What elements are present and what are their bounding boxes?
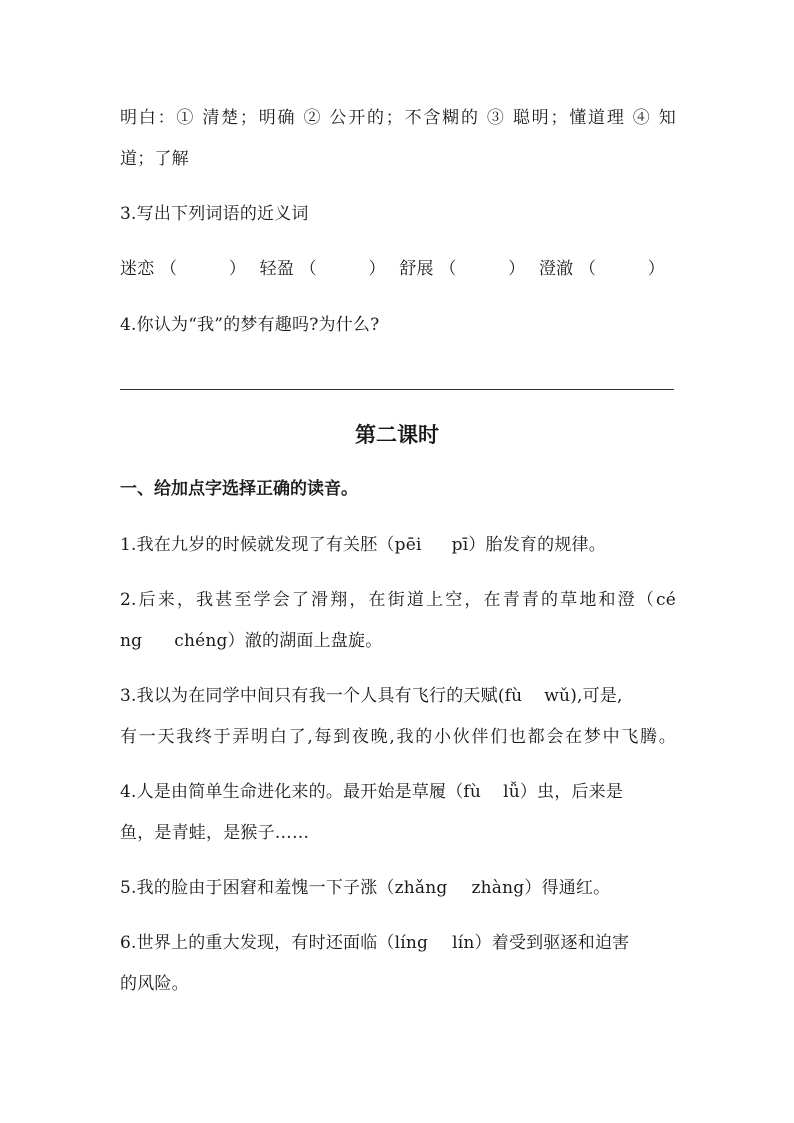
item-2-line-1: 2.后来，我甚至学会了滑翔，在街道上空，在青青的草地和澄（cé: [120, 590, 676, 610]
item-3-line-2: 有一天我终于弄明白了,每到夜晚,我的小伙伴们也都会在梦中飞腾。: [120, 727, 676, 747]
synonym-row: [120, 258, 665, 280]
question-4: 4.你认为“我”的梦有趣吗?为什么?: [120, 315, 380, 335]
divider-line: [120, 389, 674, 390]
synonym-item-4: 澄澈 （ ）: [538, 259, 665, 279]
item-5: 5.我的脸由于困窘和羞愧一下子涨（zhǎng zhàng）得通红。: [120, 878, 611, 898]
item-3-line-1: 3.我以为在同学中间只有我一个人具有飞行的天赋(fù wǔ),可是,: [120, 686, 623, 706]
synonym-item-3: 舒展 （ ）: [399, 259, 526, 279]
lesson-title: 第二课时: [355, 422, 439, 447]
item-6-line-1: 6.世界上的重大发现，有时还面临（líng lín）着受到驱逐和迫害: [120, 933, 630, 953]
synonym-item-1: 迷恋 （ ）: [120, 259, 247, 279]
definition-line-2: 道；了解: [120, 149, 189, 169]
definition-line-1: 明白：① 清楚；明确 ② 公开的；不含糊的 ③ 聪明；懂道理 ④ 知: [120, 108, 676, 128]
item-4-line-2: 鱼，是青蛙，是猴子……: [120, 823, 310, 843]
item-6-line-2: 的风险。: [120, 974, 189, 994]
item-1: 1.我在九岁的时候就发现了有关胚（pēi pī）胎发育的规律。: [120, 535, 606, 555]
question-3: 3.写出下列词语的近义词: [120, 204, 309, 224]
synonym-item-2: 轻盈 （ ）: [259, 259, 386, 279]
item-4-line-1: 4.人是由简单生命进化来的。最开始是草履（fù lǚ）虫，后来是: [120, 782, 624, 802]
section-title: 一、给加点字选择正确的读音。: [120, 479, 358, 499]
item-2-line-2: ng chéng）澈的湖面上盘旋。: [120, 631, 383, 651]
